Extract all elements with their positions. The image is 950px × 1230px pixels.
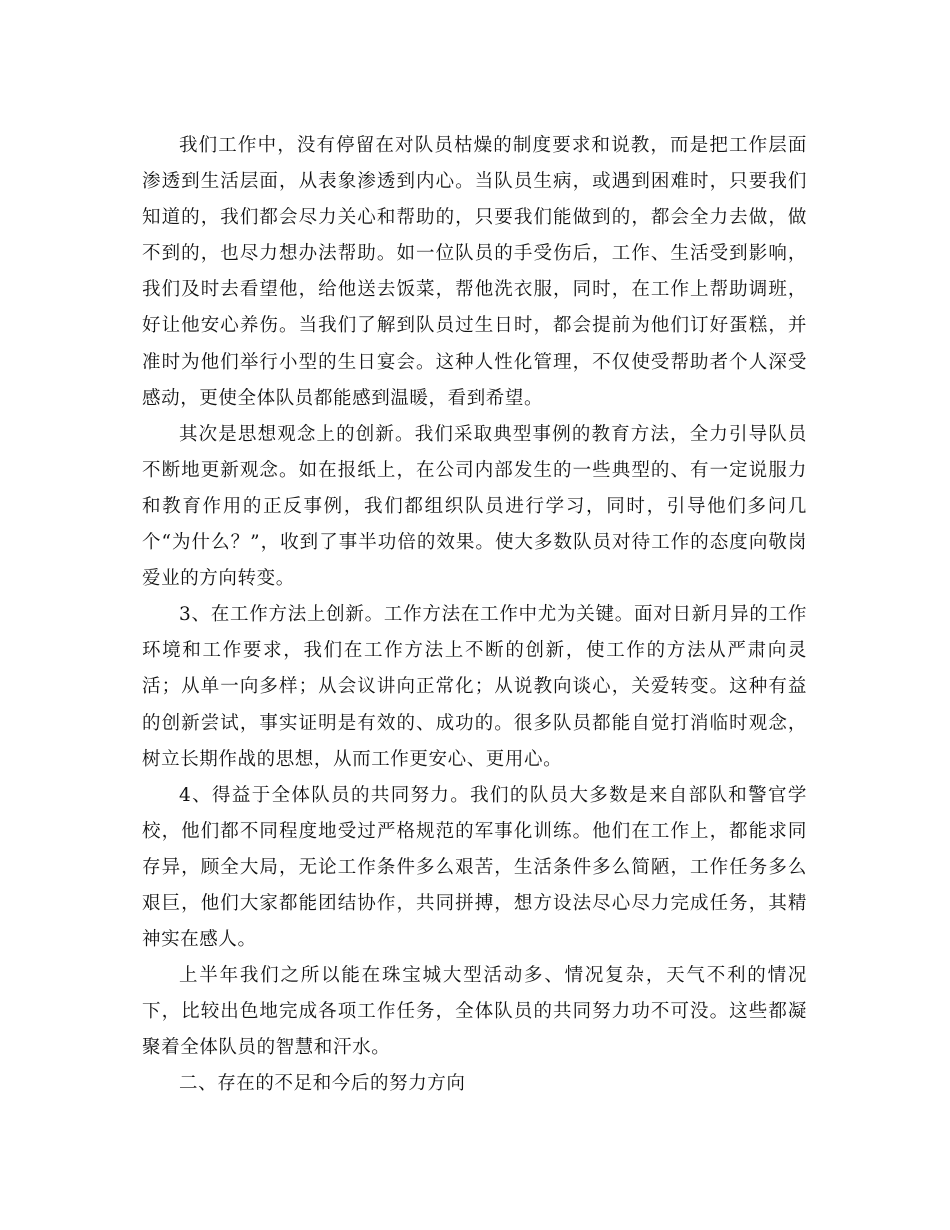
paragraph-team-effort: 4、得益于全体队员的共同努力。我们的队员大多数是来自部队和警官学校，他们都不同程度地受过严格规范的军事化训练。他们在工作上，都能求同存异，顾全大局，无论工作条件多么艰苦，生活条件多么简陋，工作任务多么艰巨，他们大家都能团结协作，共同拼搏，想方设法尽心尽力完成任务，其精神实在感人。 (142, 784, 807, 951)
document-body (142, 128, 807, 1103)
paragraph-half-year-summary: 上半年我们之所以能在珠宝城大型活动多、情况复杂，天气不利的情况下，比较出色地完成各项工作任务，全体队员的共同努力功不可没。这些都凝聚着全体队员的智慧和汗水。 (142, 965, 807, 1059)
section-heading-shortcomings: 二、存在的不足和今后的努力方向 (179, 1073, 466, 1095)
paragraph-idea-innovation: 其次是思想观念上的创新。我们采取典型事例的教育方法，全力引导队员不断地更新观念。如在报纸上，在公司内部发生的一些典型的、有一定说服力和教育作用的正反事例，我们都组织队员进行学习，同时，引导他们多问几个“为什么？”，收到了事半功倍的效果。使大多数队员对待工作的态度向敬岗爱业的方向转变。 (142, 423, 807, 590)
paragraph-humanized-management: 我们工作中，没有停留在对队员枯燥的制度要求和说教，而是把工作层面渗透到生活层面，从表象渗透到内心。当队员生病，或遇到困难时，只要我们知道的，我们都会尽力关心和帮助的，只要我们能做到的，都会全力去做，做不到的，也尽力想办法帮助。如一位队员的手受伤后，工作、生活受到影响，我们及时去看望他，给他送去饭菜，帮他洗衣服，同时，在工作上帮助调班，好让他安心养伤。当我们了解到队员过生日时，都会提前为他们订好蛋糕，并准时为他们举行小型的生日宴会。这种人性化管理，不仅使受帮助者个人深受感动，更使全体队员都能感到温暖，看到希望。 (142, 135, 807, 409)
paragraph-method-innovation: 3、在工作方法上创新。工作方法在工作中尤为关键。面对日新月异的工作环境和工作要求，我们在工作方法上不断的创新，使工作的方法从严肃向灵活；从单一向多样；从会议讲向正常化；从说教向谈心，关爱转变。这种有益的创新尝试，事实证明是有效的、成功的。很多队员都能自觉打消临时观念，树立长期作战的思想，从而工作更安心、更用心。 (142, 604, 807, 770)
